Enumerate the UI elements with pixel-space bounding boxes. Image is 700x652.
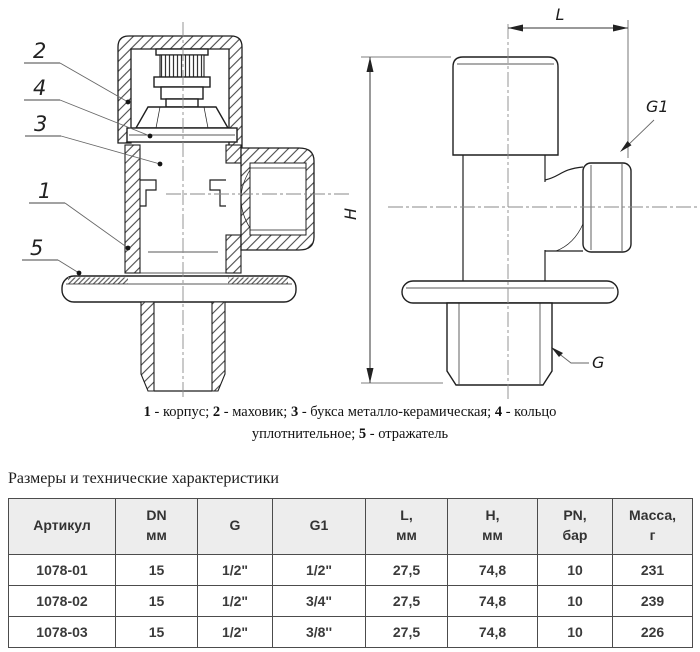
section-view [22,22,350,398]
table-row [9,585,693,616]
spindle-washer [156,49,208,55]
table-cell: 1078-02 [9,585,116,616]
body-wall-left [125,145,140,273]
column-header-line: PN, [563,507,587,524]
dimension-H [341,57,451,383]
body-wall-right-lower [226,235,241,273]
spindle-body [161,87,203,99]
table-cell: 74,8 [448,554,538,585]
part-label: - букса металло-керамическая; [298,404,495,420]
table-cell: 10 [538,585,613,616]
leader-arrow-icon [620,141,632,152]
table-cell: 15 [116,554,198,585]
column-header [116,498,198,554]
reflector-outline [402,281,618,303]
table-cell: 27,5 [366,585,448,616]
table-cell: 10 [538,554,613,585]
part-number: 4 [494,404,503,420]
part-number: 5 [358,425,367,442]
callout-label: 5 [30,236,44,260]
callout-dot [77,271,82,276]
table-cell: 27,5 [366,554,448,585]
table-cell: 1078-03 [9,616,116,647]
table-cell: 239 [613,585,693,616]
column-header-line: DN [146,507,167,524]
thread-wall-left [141,302,154,391]
column-header-line: бар [562,527,588,543]
part-label: - корпус; [150,404,213,420]
arrow-up-icon [367,57,374,72]
table-cell: 1078-01 [9,554,116,585]
table-cell: 231 [613,554,693,585]
column-header-line: H, [485,507,500,524]
table-cell: 74,8 [448,585,538,616]
bottom-thread-outline [447,303,552,385]
arrow-down-icon [367,368,374,383]
callout-label: 1 [38,179,52,203]
part-label: - кольцо уплотнительное; [251,404,557,442]
body-outline [463,155,545,281]
column-header-line: L, [400,507,413,524]
callout-1 [29,179,130,250]
callout-dot [126,246,131,251]
dim-label-H: H [341,207,360,221]
dimension-G1 [620,97,669,152]
callout-label: 4 [33,76,47,100]
outlet-bore [250,163,306,235]
table-cell: 15 [116,616,198,647]
part-label: - отражатель [366,425,449,442]
reflector-section-right [228,278,288,285]
part-number: 2 [212,404,221,420]
column-header [613,498,693,554]
table-cell: 3/8'' [273,616,366,647]
table-cell: 1/2" [273,554,366,585]
dim-label-L: L [555,5,565,24]
table-cell: 27,5 [366,616,448,647]
body-wall-right-upper [226,145,241,163]
callout-dot [148,134,153,139]
specs-table-head [9,498,693,554]
callout-dot [158,162,163,167]
table-cell: 1/2" [198,585,273,616]
thread-wall-right [212,302,225,391]
bonnet-hex-nut [136,107,228,128]
callout-5 [22,236,81,275]
table-row [9,554,693,585]
dimension-G [551,347,604,372]
parts-caption [115,402,585,446]
column-header [538,498,613,554]
side-view [341,5,697,399]
specs-table-body [9,554,693,647]
reflector-section-left [68,278,128,285]
column-header [273,498,366,554]
column-header-line: мм [482,527,503,543]
table-cell: 226 [613,616,693,647]
table-row [9,616,693,647]
section-title: Размеры и технические характеристики [8,469,279,487]
part-label: - маховик; [220,404,291,420]
column-header-line: мм [146,527,167,543]
table-cell: 1/2" [198,554,273,585]
callout-label: 2 [33,39,47,63]
handwheel-outline [453,57,558,155]
callout-dot [126,100,131,105]
column-header [366,498,448,554]
table-cell: 1/2" [198,616,273,647]
spindle-neck [166,99,198,107]
column-header-line: мм [396,527,417,543]
column-header [448,498,538,554]
column-header [198,498,273,554]
table-cell: 10 [538,616,613,647]
column-header-line: G [229,517,241,534]
spindle-collar [154,77,210,87]
part-number: 1 [143,404,151,420]
table-cell: 15 [116,585,198,616]
arrow-right-icon [613,25,628,32]
table-cell: 74,8 [448,616,538,647]
dim-label-G1: G1 [646,97,669,116]
callout-label: 3 [34,112,48,136]
column-header-line: Артикул [33,517,91,534]
header-row [9,498,693,554]
outlet-nut [583,163,631,252]
dim-label-G: G [592,353,605,372]
column-header-line: Масса, [628,507,677,524]
arrow-left-icon [508,25,523,32]
specs-table [8,498,693,648]
column-header-line: G1 [309,517,329,534]
knurled-spindle [160,55,204,77]
column-header [9,498,116,554]
column-header-line: г [649,527,656,543]
table-cell: 3/4" [273,585,366,616]
part-number: 3 [290,404,299,420]
